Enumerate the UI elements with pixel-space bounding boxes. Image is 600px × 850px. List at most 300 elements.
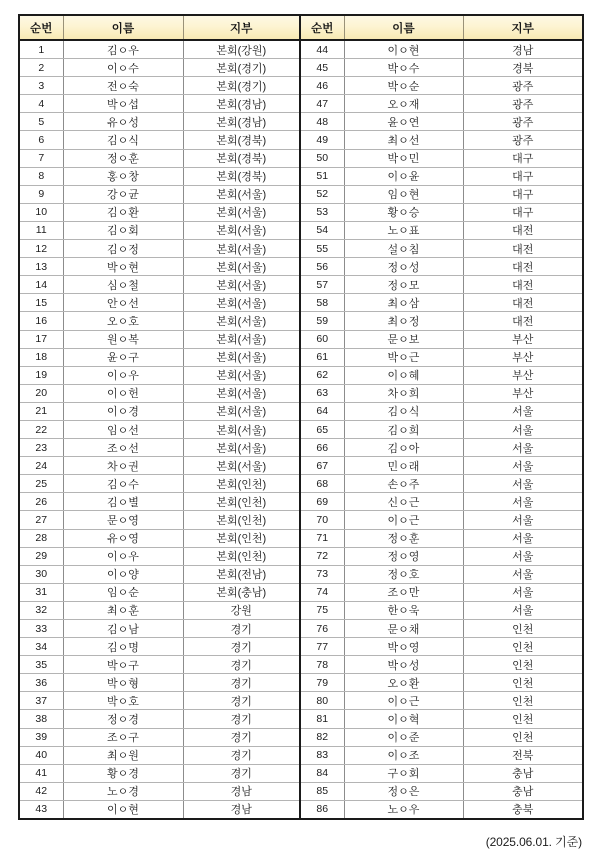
table-row [19, 782, 583, 800]
cell-name-left: 조ㅇ구 [63, 728, 183, 746]
cell-name-left: 김ㅇ식 [63, 131, 183, 149]
cell-no-right: 69 [300, 493, 344, 511]
cell-branch-right: 서울 [463, 583, 583, 601]
table-row [19, 384, 583, 402]
cell-branch-left: 본회(서울) [183, 439, 300, 457]
cell-no-right: 78 [300, 656, 344, 674]
cell-no-right: 68 [300, 475, 344, 493]
cell-name-right: 신ㅇ근 [344, 493, 463, 511]
table-row [19, 728, 583, 746]
cell-branch-left: 본회(서울) [183, 240, 300, 258]
cell-no-right: 83 [300, 746, 344, 764]
cell-name-right: 정ㅇ모 [344, 276, 463, 294]
cell-branch-left: 본회(인천) [183, 511, 300, 529]
cell-branch-left: 경기 [183, 692, 300, 710]
cell-branch-left: 본회(서울) [183, 384, 300, 402]
cell-name-right: 민ㅇ래 [344, 457, 463, 475]
cell-branch-left: 경기 [183, 710, 300, 728]
cell-branch-left: 경기 [183, 728, 300, 746]
cell-no-right: 72 [300, 547, 344, 565]
table-row [19, 493, 583, 511]
cell-branch-right: 서울 [463, 475, 583, 493]
cell-no-right: 48 [300, 113, 344, 131]
cell-name-left: 정ㅇ훈 [63, 149, 183, 167]
cell-branch-right: 대전 [463, 276, 583, 294]
cell-no-right: 57 [300, 276, 344, 294]
cell-no-left: 18 [19, 348, 63, 366]
cell-name-right: 정ㅇ호 [344, 565, 463, 583]
cell-branch-left: 본회(인천) [183, 529, 300, 547]
cell-no-left: 36 [19, 674, 63, 692]
table-row [19, 601, 583, 619]
cell-name-left: 차ㅇ권 [63, 457, 183, 475]
cell-no-right: 70 [300, 511, 344, 529]
cell-name-left: 박ㅇ형 [63, 674, 183, 692]
cell-branch-right: 대전 [463, 294, 583, 312]
cell-branch-right: 광주 [463, 113, 583, 131]
table-row [19, 800, 583, 819]
cell-name-right: 이ㅇ현 [344, 40, 463, 59]
cell-branch-left: 본회(인천) [183, 493, 300, 511]
cell-branch-left: 경기 [183, 638, 300, 656]
cell-no-left: 39 [19, 728, 63, 746]
cell-branch-right: 서울 [463, 601, 583, 619]
cell-no-left: 8 [19, 167, 63, 185]
cell-name-right: 이ㅇ근 [344, 692, 463, 710]
cell-no-left: 7 [19, 149, 63, 167]
cell-name-left: 김ㅇ정 [63, 240, 183, 258]
cell-no-right: 79 [300, 674, 344, 692]
cell-no-left: 13 [19, 258, 63, 276]
cell-no-left: 17 [19, 330, 63, 348]
cell-name-right: 이ㅇ조 [344, 746, 463, 764]
cell-no-right: 74 [300, 583, 344, 601]
cell-no-right: 50 [300, 149, 344, 167]
table-row [19, 529, 583, 547]
table-row [19, 620, 583, 638]
cell-branch-left: 본회(강원) [183, 40, 300, 59]
table-row [19, 149, 583, 167]
cell-no-right: 75 [300, 601, 344, 619]
cell-no-left: 4 [19, 95, 63, 113]
cell-name-right: 조ㅇ만 [344, 583, 463, 601]
cell-name-right: 박ㅇ수 [344, 59, 463, 77]
cell-name-left: 유ㅇ영 [63, 529, 183, 547]
cell-name-left: 문ㅇ영 [63, 511, 183, 529]
cell-branch-left: 경기 [183, 764, 300, 782]
cell-no-left: 11 [19, 221, 63, 239]
cell-branch-right: 서울 [463, 402, 583, 420]
cell-no-right: 58 [300, 294, 344, 312]
cell-branch-right: 부산 [463, 330, 583, 348]
cell-no-left: 32 [19, 601, 63, 619]
cell-no-left: 15 [19, 294, 63, 312]
cell-branch-left: 본회(경북) [183, 131, 300, 149]
cell-no-left: 24 [19, 457, 63, 475]
cell-name-right: 박ㅇ민 [344, 149, 463, 167]
cell-branch-left: 본회(전남) [183, 565, 300, 583]
cell-branch-left: 경남 [183, 782, 300, 800]
cell-name-right: 이ㅇ혜 [344, 366, 463, 384]
table-row [19, 692, 583, 710]
cell-name-left: 최ㅇ원 [63, 746, 183, 764]
cell-branch-right: 광주 [463, 95, 583, 113]
cell-no-right: 82 [300, 728, 344, 746]
table-row [19, 638, 583, 656]
table-row [19, 565, 583, 583]
cell-branch-right: 부산 [463, 366, 583, 384]
cell-branch-left: 경기 [183, 620, 300, 638]
cell-name-left: 이ㅇ현 [63, 800, 183, 819]
cell-branch-left: 본회(경북) [183, 167, 300, 185]
table-row [19, 221, 583, 239]
cell-name-left: 강ㅇ균 [63, 185, 183, 203]
cell-name-left: 조ㅇ선 [63, 439, 183, 457]
cell-no-right: 44 [300, 40, 344, 59]
table-row [19, 439, 583, 457]
table-row [19, 77, 583, 95]
table-row [19, 764, 583, 782]
cell-branch-left: 본회(경기) [183, 59, 300, 77]
cell-no-left: 14 [19, 276, 63, 294]
cell-no-left: 21 [19, 402, 63, 420]
cell-no-right: 64 [300, 402, 344, 420]
cell-no-left: 37 [19, 692, 63, 710]
cell-branch-right: 대전 [463, 240, 583, 258]
cell-branch-right: 부산 [463, 348, 583, 366]
cell-name-left: 박ㅇ호 [63, 692, 183, 710]
cell-name-right: 한ㅇ욱 [344, 601, 463, 619]
header-row [19, 15, 583, 40]
cell-name-right: 최ㅇ삼 [344, 294, 463, 312]
cell-branch-right: 경남 [463, 40, 583, 59]
cell-name-left: 정ㅇ경 [63, 710, 183, 728]
cell-no-right: 81 [300, 710, 344, 728]
cell-name-right: 황ㅇ승 [344, 203, 463, 221]
cell-branch-right: 부산 [463, 384, 583, 402]
cell-no-right: 55 [300, 240, 344, 258]
cell-name-right: 정ㅇ영 [344, 547, 463, 565]
cell-no-left: 28 [19, 529, 63, 547]
column-header-name-left: 이름 [63, 15, 183, 40]
cell-name-left: 윤ㅇ구 [63, 348, 183, 366]
cell-branch-right: 인천 [463, 692, 583, 710]
cell-no-right: 76 [300, 620, 344, 638]
cell-no-right: 52 [300, 185, 344, 203]
cell-no-left: 26 [19, 493, 63, 511]
cell-no-right: 56 [300, 258, 344, 276]
cell-name-right: 설ㅇ침 [344, 240, 463, 258]
table-row [19, 583, 583, 601]
cell-no-left: 5 [19, 113, 63, 131]
cell-no-left: 20 [19, 384, 63, 402]
table-row [19, 547, 583, 565]
table-row [19, 113, 583, 131]
cell-name-right: 이ㅇ근 [344, 511, 463, 529]
cell-branch-right: 충북 [463, 800, 583, 819]
cell-no-left: 31 [19, 583, 63, 601]
cell-name-left: 박ㅇ섭 [63, 95, 183, 113]
cell-name-left: 홍ㅇ창 [63, 167, 183, 185]
cell-name-left: 안ㅇ선 [63, 294, 183, 312]
cell-name-left: 유ㅇ성 [63, 113, 183, 131]
table-row [19, 330, 583, 348]
cell-branch-right: 서울 [463, 493, 583, 511]
cell-no-left: 38 [19, 710, 63, 728]
table-row [19, 312, 583, 330]
cell-no-left: 16 [19, 312, 63, 330]
cell-name-left: 이ㅇ헌 [63, 384, 183, 402]
cell-branch-right: 서울 [463, 420, 583, 438]
cell-no-right: 46 [300, 77, 344, 95]
cell-name-left: 임ㅇ선 [63, 420, 183, 438]
cell-branch-right: 서울 [463, 511, 583, 529]
cell-name-left: 이ㅇ우 [63, 547, 183, 565]
table-row [19, 366, 583, 384]
cell-no-right: 51 [300, 167, 344, 185]
cell-no-right: 71 [300, 529, 344, 547]
cell-name-right: 문ㅇ보 [344, 330, 463, 348]
cell-name-left: 이ㅇ우 [63, 366, 183, 384]
cell-branch-right: 경북 [463, 59, 583, 77]
cell-branch-left: 본회(서울) [183, 185, 300, 203]
cell-name-left: 박ㅇ현 [63, 258, 183, 276]
cell-branch-right: 인천 [463, 620, 583, 638]
cell-name-right: 차ㅇ희 [344, 384, 463, 402]
cell-no-left: 12 [19, 240, 63, 258]
cell-branch-left: 본회(서울) [183, 420, 300, 438]
table-row [19, 294, 583, 312]
table-row [19, 167, 583, 185]
cell-name-left: 김ㅇ회 [63, 221, 183, 239]
cell-branch-left: 강원 [183, 601, 300, 619]
cell-name-right: 문ㅇ채 [344, 620, 463, 638]
table-row [19, 656, 583, 674]
column-header-name-right: 이름 [344, 15, 463, 40]
cell-no-left: 42 [19, 782, 63, 800]
cell-name-left: 김ㅇ별 [63, 493, 183, 511]
cell-branch-left: 본회(서울) [183, 258, 300, 276]
table-row [19, 746, 583, 764]
cell-no-right: 86 [300, 800, 344, 819]
cell-no-right: 59 [300, 312, 344, 330]
table-row [19, 276, 583, 294]
cell-branch-left: 본회(경북) [183, 149, 300, 167]
cell-no-left: 25 [19, 475, 63, 493]
cell-name-left: 심ㅇ철 [63, 276, 183, 294]
cell-no-right: 85 [300, 782, 344, 800]
cell-no-left: 29 [19, 547, 63, 565]
cell-name-right: 이ㅇ준 [344, 728, 463, 746]
cell-no-right: 45 [300, 59, 344, 77]
table-row [19, 131, 583, 149]
cell-no-right: 67 [300, 457, 344, 475]
cell-branch-right: 대전 [463, 312, 583, 330]
cell-branch-right: 서울 [463, 529, 583, 547]
cell-no-left: 9 [19, 185, 63, 203]
cell-no-right: 47 [300, 95, 344, 113]
cell-no-left: 41 [19, 764, 63, 782]
cell-branch-right: 서울 [463, 547, 583, 565]
table-header [19, 15, 583, 40]
cell-branch-right: 인천 [463, 710, 583, 728]
cell-branch-left: 경기 [183, 674, 300, 692]
cell-no-right: 73 [300, 565, 344, 583]
cell-branch-left: 본회(서울) [183, 366, 300, 384]
cell-no-left: 23 [19, 439, 63, 457]
cell-name-left: 임ㅇ순 [63, 583, 183, 601]
column-header-no-right: 순번 [300, 15, 344, 40]
cell-no-right: 49 [300, 131, 344, 149]
cell-name-left: 김ㅇ환 [63, 203, 183, 221]
table-row [19, 402, 583, 420]
cell-branch-left: 본회(서울) [183, 402, 300, 420]
cell-branch-right: 인천 [463, 728, 583, 746]
cell-no-right: 66 [300, 439, 344, 457]
cell-name-left: 최ㅇ훈 [63, 601, 183, 619]
cell-name-right: 노ㅇ표 [344, 221, 463, 239]
cell-name-left: 김ㅇ수 [63, 475, 183, 493]
cell-no-left: 22 [19, 420, 63, 438]
cell-branch-right: 광주 [463, 77, 583, 95]
cell-branch-right: 인천 [463, 656, 583, 674]
cell-branch-left: 본회(서울) [183, 294, 300, 312]
cell-branch-right: 인천 [463, 638, 583, 656]
cell-no-left: 19 [19, 366, 63, 384]
cell-branch-left: 본회(서울) [183, 330, 300, 348]
cell-name-right: 정ㅇ성 [344, 258, 463, 276]
cell-no-right: 54 [300, 221, 344, 239]
cell-name-right: 임ㅇ현 [344, 185, 463, 203]
column-header-branch-left: 지부 [183, 15, 300, 40]
cell-no-right: 62 [300, 366, 344, 384]
cell-name-left: 노ㅇ경 [63, 782, 183, 800]
table-body [19, 40, 583, 819]
cell-branch-right: 대구 [463, 167, 583, 185]
cell-name-left: 김ㅇ우 [63, 40, 183, 59]
cell-no-left: 6 [19, 131, 63, 149]
cell-no-right: 84 [300, 764, 344, 782]
cell-name-left: 박ㅇ구 [63, 656, 183, 674]
cell-branch-right: 대구 [463, 185, 583, 203]
cell-name-right: 박ㅇ성 [344, 656, 463, 674]
cell-name-right: 노ㅇ우 [344, 800, 463, 819]
cell-name-right: 김ㅇ아 [344, 439, 463, 457]
cell-branch-left: 본회(충남) [183, 583, 300, 601]
cell-branch-left: 본회(서울) [183, 457, 300, 475]
cell-no-left: 2 [19, 59, 63, 77]
table-row [19, 674, 583, 692]
cell-branch-left: 경기 [183, 746, 300, 764]
cell-name-right: 오ㅇ재 [344, 95, 463, 113]
cell-name-left: 오ㅇ호 [63, 312, 183, 330]
cell-no-left: 33 [19, 620, 63, 638]
cell-branch-right: 전북 [463, 746, 583, 764]
table-row [19, 95, 583, 113]
cell-name-left: 황ㅇ경 [63, 764, 183, 782]
member-roster-table [18, 14, 584, 820]
cell-name-right: 박ㅇ순 [344, 77, 463, 95]
cell-name-right: 이ㅇ혁 [344, 710, 463, 728]
table-row [19, 348, 583, 366]
table-row [19, 240, 583, 258]
table-row [19, 475, 583, 493]
cell-branch-left: 본회(서울) [183, 348, 300, 366]
cell-name-right: 손ㅇ주 [344, 475, 463, 493]
footnote: (2025.06.01. 기준) [485, 835, 582, 850]
cell-name-right: 박ㅇ근 [344, 348, 463, 366]
cell-branch-right: 대구 [463, 203, 583, 221]
cell-no-left: 10 [19, 203, 63, 221]
cell-name-left: 전ㅇ숙 [63, 77, 183, 95]
table-row [19, 40, 583, 59]
table-row [19, 258, 583, 276]
cell-branch-left: 본회(경기) [183, 77, 300, 95]
table-row [19, 511, 583, 529]
cell-branch-left: 본회(경남) [183, 113, 300, 131]
table-row [19, 710, 583, 728]
table-row [19, 59, 583, 77]
table-row [19, 203, 583, 221]
cell-branch-left: 본회(인천) [183, 547, 300, 565]
cell-no-left: 40 [19, 746, 63, 764]
column-header-no-left: 순번 [19, 15, 63, 40]
cell-branch-right: 서울 [463, 457, 583, 475]
column-header-branch-right: 지부 [463, 15, 583, 40]
table-row [19, 420, 583, 438]
cell-name-left: 이ㅇ양 [63, 565, 183, 583]
cell-name-right: 김ㅇ희 [344, 420, 463, 438]
cell-no-left: 35 [19, 656, 63, 674]
cell-no-left: 43 [19, 800, 63, 819]
cell-branch-left: 경남 [183, 800, 300, 819]
cell-branch-right: 인천 [463, 674, 583, 692]
cell-name-left: 이ㅇ경 [63, 402, 183, 420]
cell-no-left: 34 [19, 638, 63, 656]
cell-branch-right: 충남 [463, 764, 583, 782]
cell-branch-right: 대전 [463, 221, 583, 239]
cell-name-right: 정ㅇ은 [344, 782, 463, 800]
cell-no-right: 77 [300, 638, 344, 656]
cell-name-right: 박ㅇ영 [344, 638, 463, 656]
cell-name-right: 오ㅇ환 [344, 674, 463, 692]
cell-no-right: 53 [300, 203, 344, 221]
cell-branch-right: 대전 [463, 258, 583, 276]
cell-no-right: 63 [300, 384, 344, 402]
cell-branch-left: 경기 [183, 656, 300, 674]
cell-branch-left: 본회(인천) [183, 475, 300, 493]
cell-branch-left: 본회(서울) [183, 276, 300, 294]
cell-name-right: 구ㅇ회 [344, 764, 463, 782]
cell-branch-left: 본회(서울) [183, 312, 300, 330]
cell-no-right: 80 [300, 692, 344, 710]
cell-branch-right: 광주 [463, 131, 583, 149]
cell-no-right: 65 [300, 420, 344, 438]
cell-branch-left: 본회(서울) [183, 221, 300, 239]
cell-name-left: 원ㅇ복 [63, 330, 183, 348]
cell-branch-right: 서울 [463, 439, 583, 457]
cell-branch-left: 본회(경남) [183, 95, 300, 113]
cell-branch-left: 본회(서울) [183, 203, 300, 221]
cell-name-left: 김ㅇ남 [63, 620, 183, 638]
cell-name-right: 김ㅇ식 [344, 402, 463, 420]
cell-no-right: 61 [300, 348, 344, 366]
cell-name-right: 정ㅇ훈 [344, 529, 463, 547]
cell-branch-right: 충남 [463, 782, 583, 800]
cell-branch-right: 서울 [463, 565, 583, 583]
cell-no-left: 27 [19, 511, 63, 529]
cell-no-left: 30 [19, 565, 63, 583]
